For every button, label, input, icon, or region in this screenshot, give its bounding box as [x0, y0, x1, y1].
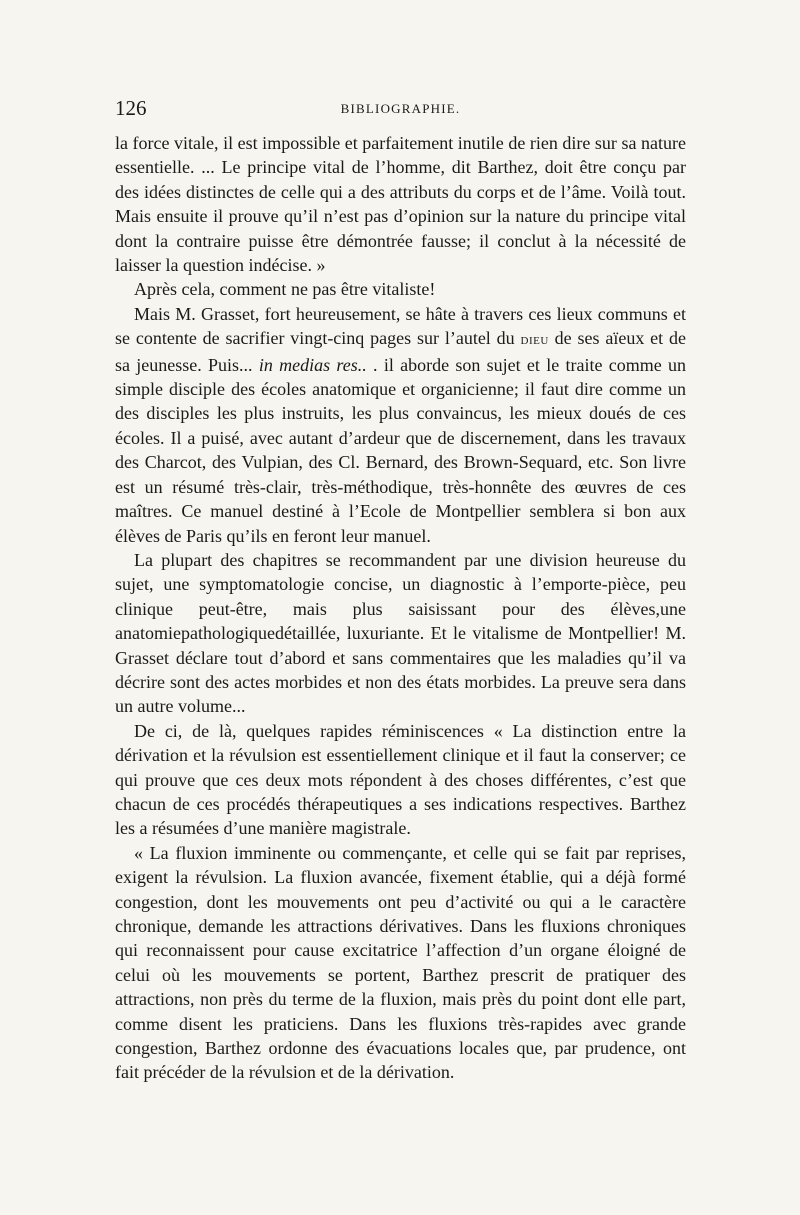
running-title: BIBLIOGRAPHIE.	[340, 101, 461, 116]
small-caps-text: dieu	[520, 332, 549, 349]
text-run: la force vitale, il est impossible et parfaitement inutile de rien dire sur sa nature essentielle. ... Le principe vital de l’homme, dit Barthez, doit être conçu par des idées distinctes de celle qui a des attributs du corps et de l’âme. Voilà tout. Mais ensuite il prouve qu’il n’est pas d’opinion sur la nature du principe vital dont la contraire puisse être démontrée fausse; il conclut à la nécessité de laisser la question indécise. »	[115, 133, 686, 276]
book-page	[115, 95, 686, 1085]
page-number: 126	[115, 96, 147, 120]
text-run: Après cela, comment ne pas être vitaliste!	[134, 279, 436, 300]
paragraph	[115, 719, 686, 841]
paragraph	[115, 302, 686, 548]
paragraph	[115, 841, 686, 1085]
paragraph	[115, 277, 686, 301]
paragraph	[115, 548, 686, 719]
italic-text: in medias res..	[258, 354, 367, 375]
text-run: . il aborde son sujet et le traite comme un simple disciple des écoles anatomique et organicienne; il faut dire comme un des disciples les plus instruits, les plus convaincus, les mieux doués de ces écoles. Il a puisé, avec autant d’ardeur que de discernement, dans les travaux des Charcot, des Vulpian, des Cl. Bernard, des Brown-Sequard, etc. Son livre est un résumé très-clair, très-méthodique, très-honnête des œuvres de ces maîtres. Ce manuel destiné à l’Ecole de Montpellier semblera si bon aux élèves de Paris qu’ils en feront leur manuel.	[115, 354, 686, 546]
text-run: « La fluxion imminente ou commençante, et celle qui se fait par reprises, exigent la révulsion. La fluxion avancée, fixement établie, qui a déjà formé congestion, dont les mouvements ont peu d’activité ou qui a le caractère chronique, demande les attractions dérivatives. Dans les fluxions chroniques qui reconnaissent pour cause excitatrice l’affection d’un organe éloigné de celui où les mouvements se portent, Barthez prescrit de pratiquer des attractions, non près du terme de la fluxion, mais près du point dont elle part, comme disent les praticiens. Dans les fluxions très-rapides avec grande congestion, Barthez ordonne des évacuations locales que, par prudence, ont fait précéder de la révulsion et de la dérivation.	[115, 842, 686, 1083]
text-run: La plupart des chapitres se recommandent par une division heureuse du sujet, une symptomatologie concise, un diagnostic à l’emporte-pièce, peu clinique peut-être, mais plus saisissant pour des élèves,une anatomiepathologiquedétaillée, luxuriante. Et le vitalisme de Montpellier! M. Grasset déclare tout d’abord et sans commentaires que les maladies qu’il va décrire sont des actes morbides et non des états morbides. La preuve sera dans un autre volume...	[115, 549, 686, 717]
body-text	[115, 131, 686, 1085]
text-run: de ses aïeux et de sa jeunesse. Puis...	[115, 328, 686, 375]
paragraph	[115, 131, 686, 277]
page-header	[115, 95, 686, 121]
text-run: De ci, de là, quelques rapides réminiscences « La distinction entre la dérivation et la révulsion est essentiellement clinique et il faut la conserver; ce qui prouve que ces deux mots répondent à des choses différentes, c’est que chacun de ces procédés thérapeutiques a ses indications respectives. Barthez les a résumées d’une manière magistrale.	[115, 720, 686, 839]
text-run: Mais M. Grasset, fort heureusement, se hâte à travers ces lieux communs et se contente de sacrifier vingt-cinq pages sur l’autel du	[115, 303, 686, 349]
